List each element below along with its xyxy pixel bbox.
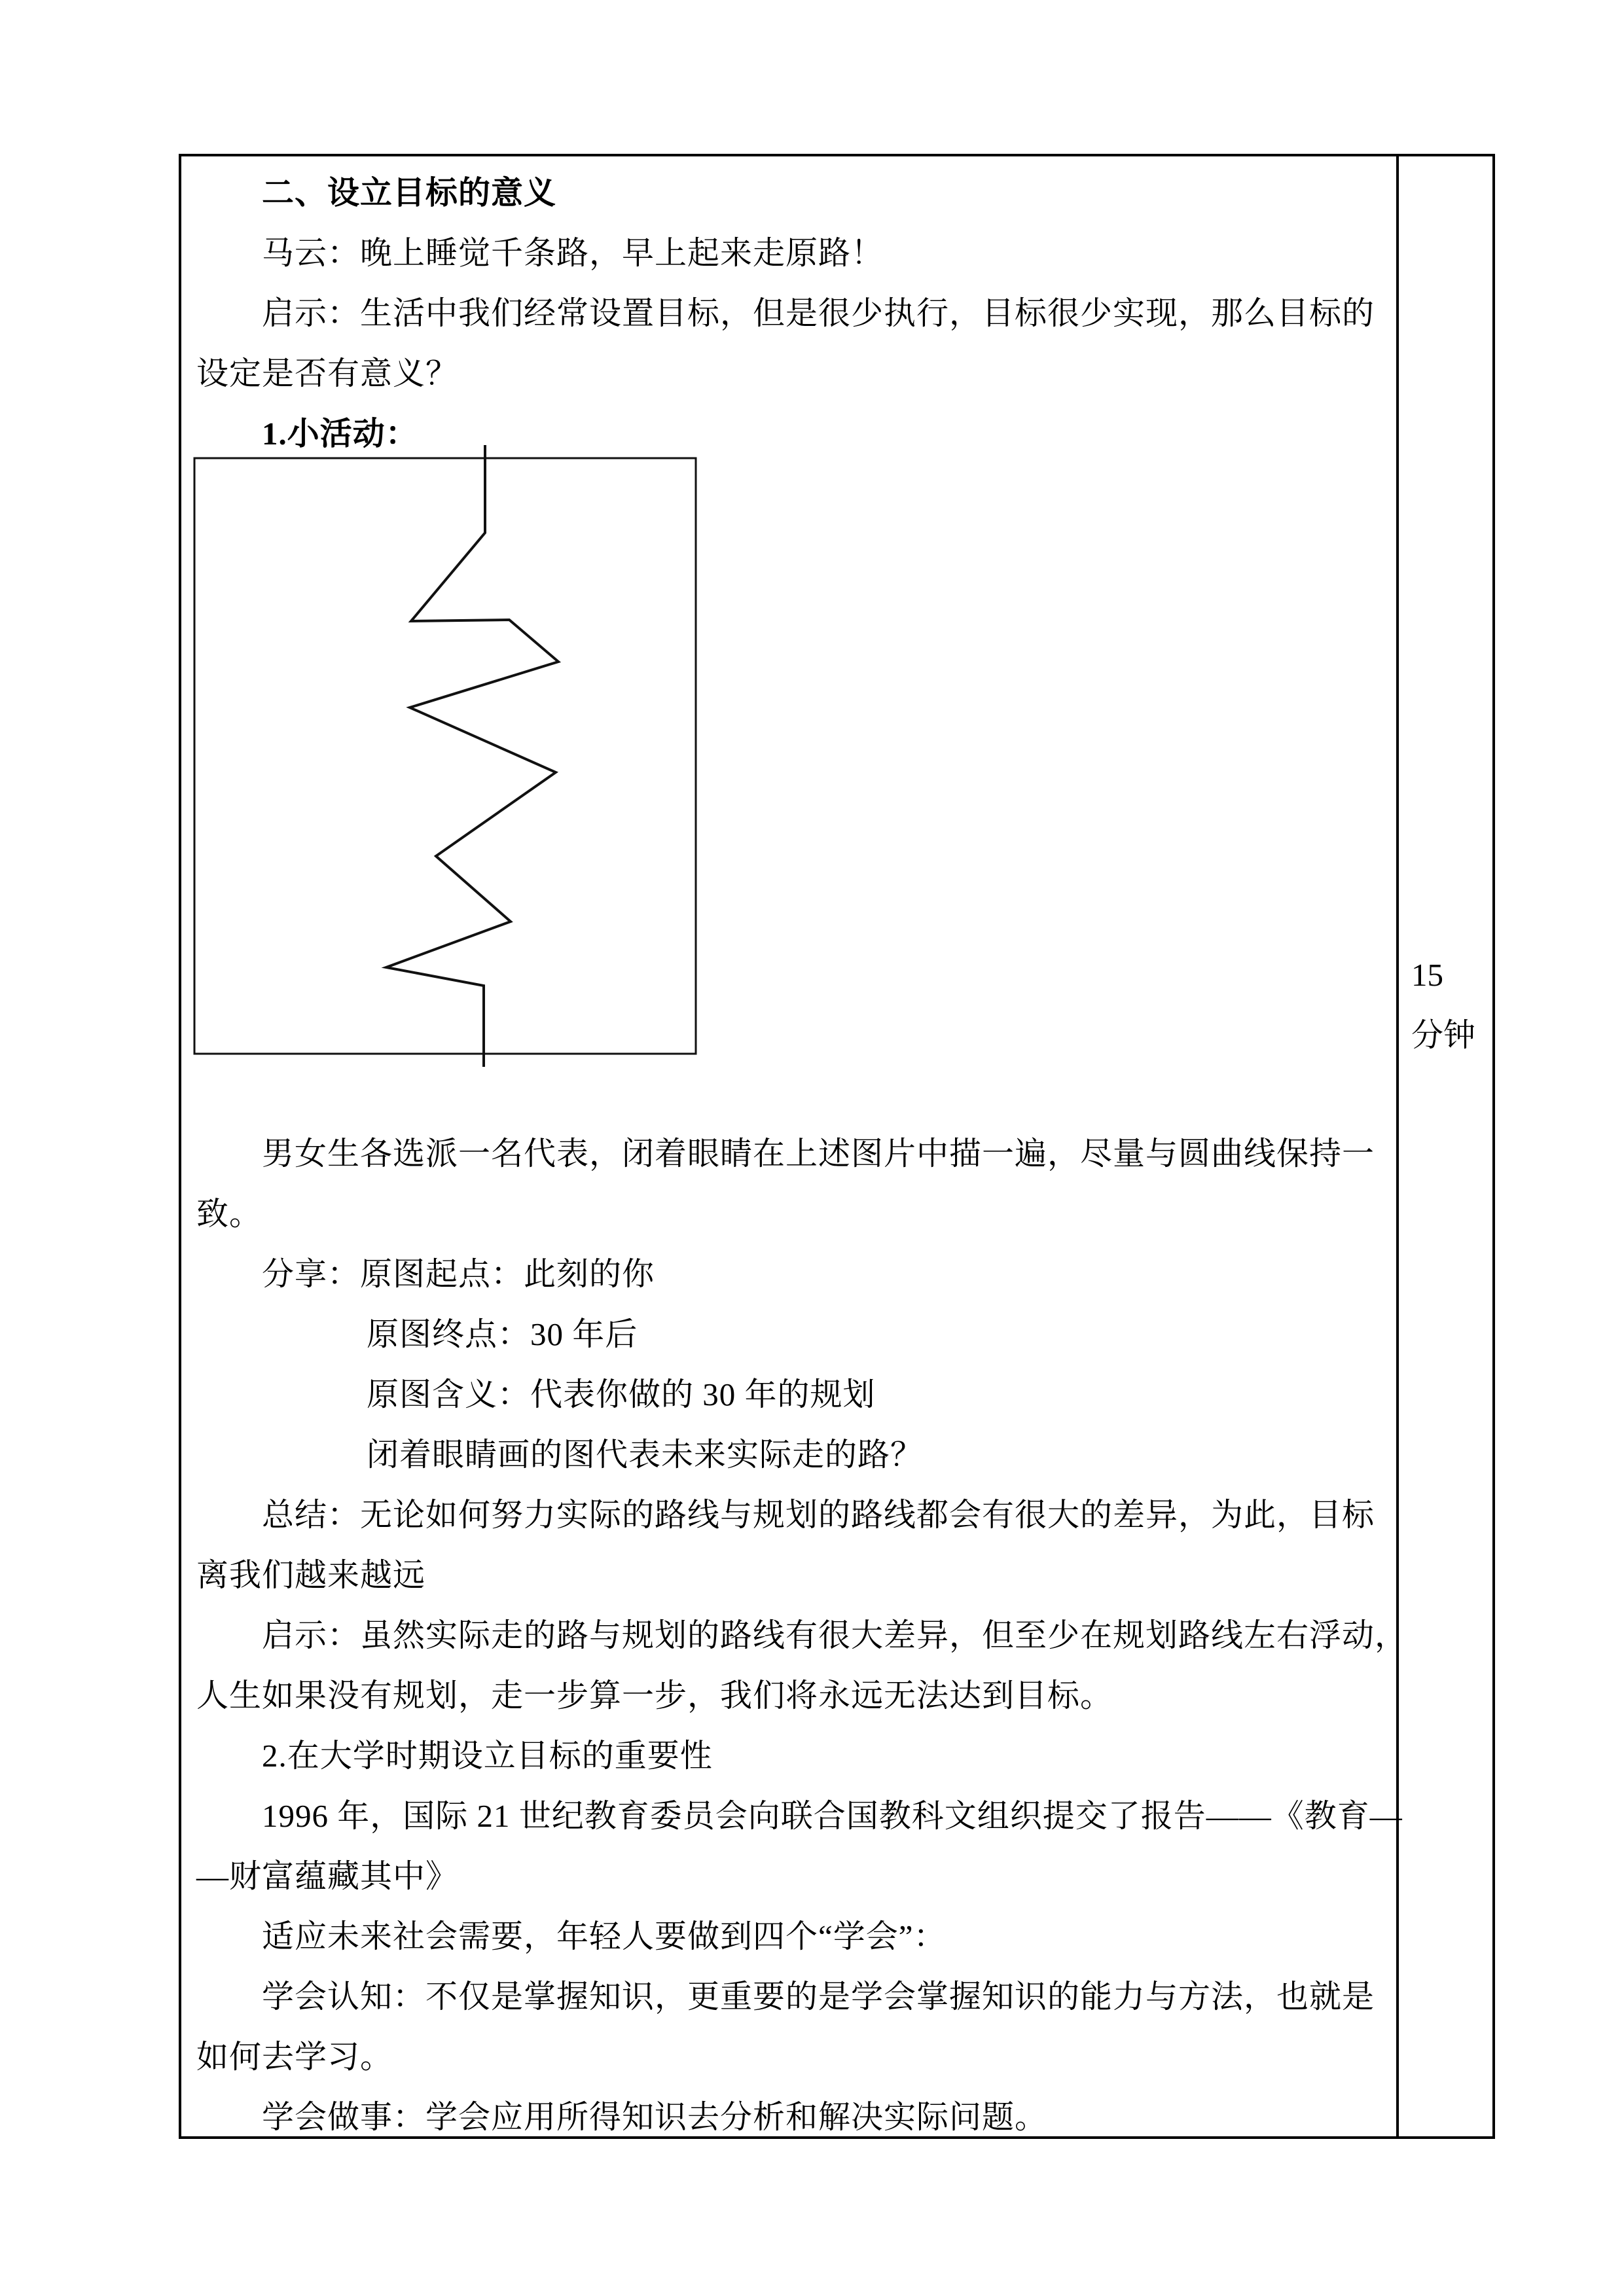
text-line: 离我们越来越远 xyxy=(196,1557,426,1593)
duration-value: 15 xyxy=(1411,957,1443,993)
text-line: 设定是否有意义？ xyxy=(196,355,459,391)
text-line: 如何去学习。 xyxy=(196,2039,393,2075)
text-line: 学会认知：不仅是掌握知识，更重要的是学会掌握知识的能力与方法，也就是 xyxy=(262,1979,1375,2015)
text-line: 致。 xyxy=(196,1196,262,1232)
text-line: 1996 年，国际 21 世纪教育委员会向联合国教科文组织提交了报告——《教育— xyxy=(262,1798,1403,1834)
text-line: 适应未来社会需要，年轻人要做到四个“学会”： xyxy=(262,1918,947,1954)
text-line: 分享：原图起点：此刻的你 xyxy=(262,1256,655,1292)
text-line: 男女生各选派一名代表，闭着眼睛在上述图片中描一遍，尽量与圆曲线保持一 xyxy=(262,1136,1375,1172)
text-line: 总结：无论如何努力实际的路线与规划的路线都会有很大的差异，为此，目标 xyxy=(262,1497,1375,1533)
text-line: 闭着眼睛画的图代表未来实际走的路？ xyxy=(367,1437,924,1473)
main-text-upper xyxy=(196,163,1375,464)
text-line: —财富蕴藏其中》 xyxy=(196,1858,459,1894)
text-line: 二、设立目标的意义 xyxy=(262,175,557,211)
text-line: 人生如果没有规划，走一步算一步，我们将永远无法达到目标。 xyxy=(196,1677,1113,1713)
text-line: 启示：虽然实际走的路与规划的路线有很大差异，但至少在规划路线左右浮动， xyxy=(262,1617,1408,1653)
text-line: 马云：晚上睡觉千条路，早上起来走原路！ xyxy=(262,235,884,271)
duration-cell xyxy=(1411,945,1493,1066)
main-text-lower xyxy=(196,1124,1408,2147)
text-line: 启示：生活中我们经常设置目标，但是很少执行，目标很少实现，那么目标的 xyxy=(262,295,1375,331)
text-line: 学会做事：学会应用所得知识去分析和解决实际问题。 xyxy=(262,2099,1048,2135)
text-line: 1.小活动： xyxy=(262,416,418,452)
duration-unit: 分钟 xyxy=(1411,1017,1476,1053)
text-line: 2.在大学时期设立目标的重要性 xyxy=(262,1738,713,1774)
text-line: 原图含义：代表你做的 30 年的规划 xyxy=(367,1376,876,1412)
text-line: 原图终点：30 年后 xyxy=(367,1316,638,1352)
